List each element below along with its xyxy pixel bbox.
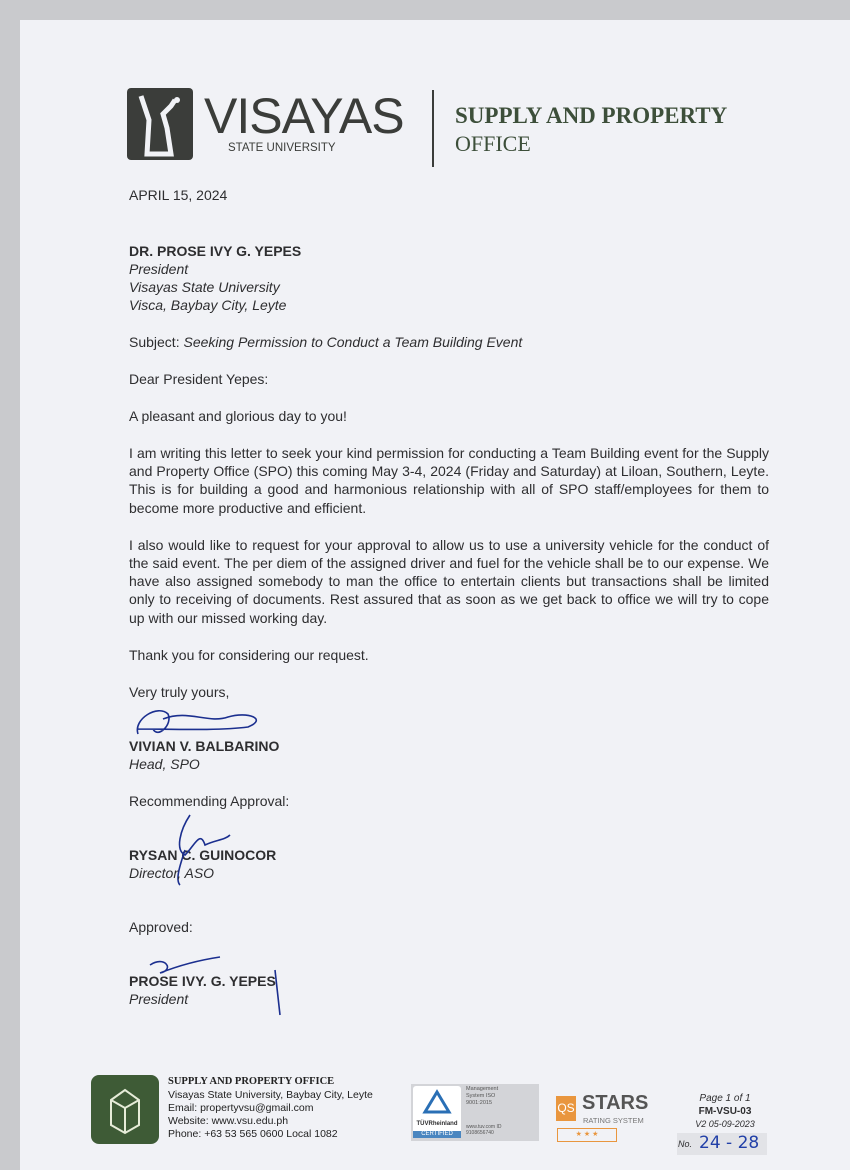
paragraph-2: I also would like to request for your approval to allow us to use a university vehicle for the conduct of the said event. The per diem of the assigned driver and fuel for the vehicle shall be to our expense. We have also assigned somebody to man the office to entertain clients but transactions shall be limited only to receiving of documents. Rest assured that as soon as we get back to office we will try to cope up with our missed working day. [129,536,769,626]
approver-name: PROSE IVY. G. YEPES [129,972,276,989]
closing: Very truly yours, [129,683,230,700]
spo-box-logo-icon [91,1075,159,1144]
recipient-address: Visca, Baybay City, Leyte [129,297,287,313]
subject-label: Subject: [129,334,184,350]
stars-title: STARS [582,1092,649,1114]
subject-text: Seeking Permission to Conduct a Team Building Event [183,334,523,350]
stars-rating: ★ ★ ★ [557,1128,617,1142]
qs-logo: QS [556,1096,576,1121]
stars-subtitle: RATING SYSTEM [583,1116,644,1125]
approver-block [129,972,769,990]
salutation: Dear President Yepes: [129,371,269,387]
greeting: A pleasant and glorious day to you! [129,408,347,424]
vsu-logo-icon [127,88,193,160]
recommending-label: Recommending Approval: [129,792,290,809]
approver-title: President [129,990,189,1007]
subject-line [129,333,769,351]
tuv-web: www.tuv.com ID 9108656740 [466,1124,502,1136]
vsu-wordmark: VISAYAS [204,88,404,144]
form-version: V2 05-09-2023 [695,1119,755,1129]
sender-title: Head, SPO [129,755,200,772]
office-title-line1: SUPPLY AND PROPERTY [455,103,728,128]
office-title-line2: OFFICE [455,131,531,156]
tuv-system: Management System ISO 9001:2015 [466,1086,499,1106]
paragraph-1: I am writing this letter to seek your kind permission for conducting a Team Building event for the Supply and Property Office (SPO) this coming May 3-4, 2024 (Friday and Saturday) at Liloan, Southern, Leyte. This is for building a good and harmonious relationship with all of SPO staff/employees for them to become more productive and efficient. [129,445,769,516]
footer-website: Website: www.vsu.edu.ph [168,1115,289,1127]
closing-thanks: Thank you for considering our request. [129,646,369,663]
header-divider [432,90,434,167]
sender-block [129,737,769,755]
footer-email: Email: propertyvsu@gmail.com [168,1102,314,1114]
tuv-brand: TÜVRheinland [416,1121,458,1127]
recipient-name: DR. PROSE IVY G. YEPES [129,243,302,259]
footer-office: SUPPLY AND PROPERTY OFFICE [168,1076,335,1087]
no-label: No. [678,1139,693,1149]
page-number: Page 1 of 1 [699,1093,751,1104]
form-code: FM-VSU-03 [698,1106,752,1117]
sender-name: VIVIAN V. BALBARINO [129,737,280,754]
tuv-certified: CERTIFIED [413,1131,461,1138]
control-number [677,1133,767,1155]
footer-address: Visayas State University, Baybay City, Leyte [168,1089,373,1101]
recipient-org: Visayas State University [129,279,280,295]
letter-body [129,186,769,1008]
recipient-title: President [129,261,189,277]
tuv-logo-icon [413,1086,461,1138]
footer-phone: Phone: +63 53 565 0600 Local 1082 [168,1128,338,1140]
vsu-subtitle: STATE UNIVERSITY [228,142,336,154]
recommender-title: Director, ASO [129,864,215,881]
recommender-block [129,846,769,864]
recommender-name: RYSAN C. GUINOCOR [129,846,277,863]
approved-label: Approved: [129,918,193,935]
no-value: 24 - 28 [699,1133,760,1153]
letter-date: APRIL 15, 2024 [129,187,228,203]
